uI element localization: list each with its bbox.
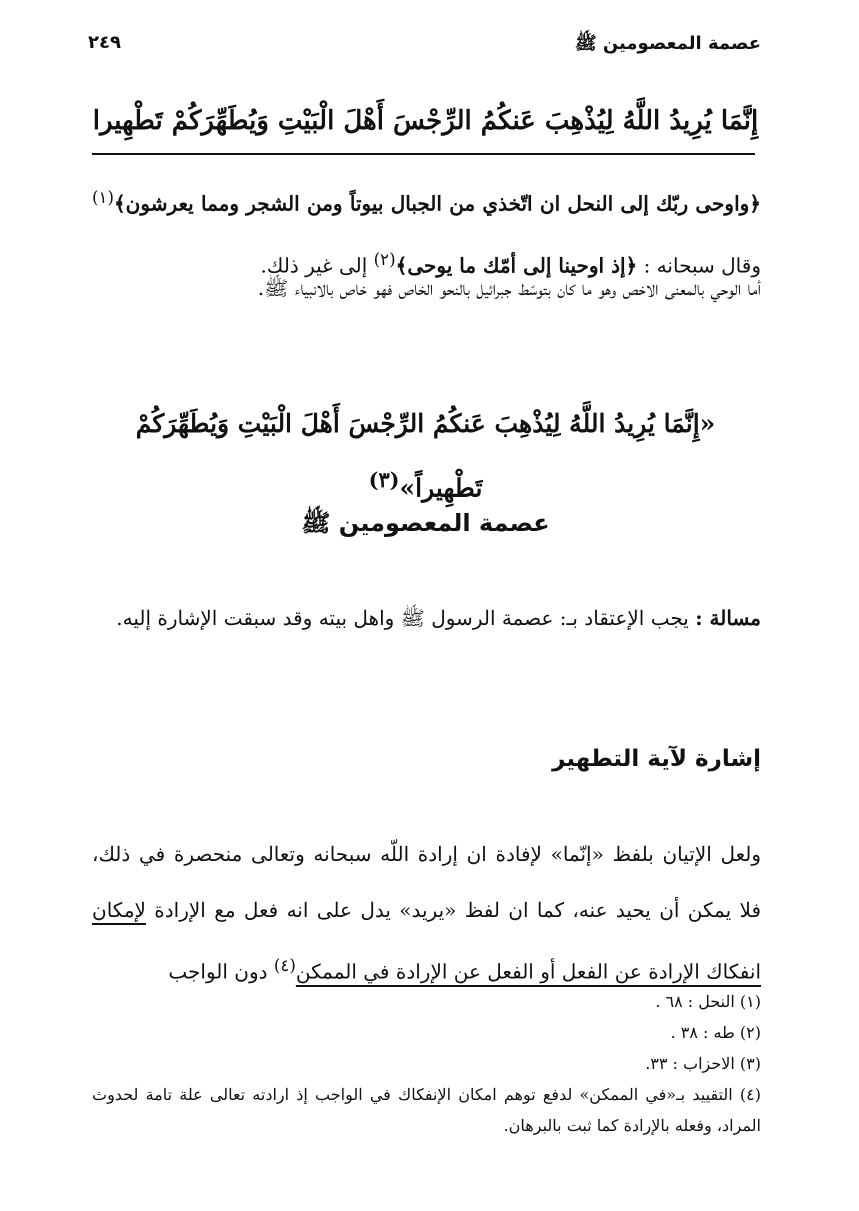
- footnote-ref-4: (٤): [273, 956, 296, 975]
- header-verse: إِنَّمَا يُرِيدُ اللَّهُ لِيُذْهِبَ عَنكُمُ الرِّجْسَ أَهْلَ الْبَيْتِ وَيُطَهِّرَكُمْ تَطْهِيرا: [92, 106, 759, 136]
- masala-text: يجب الإعتقاد بـ: عصمة الرسول ﷺ واهل بيته وقد سبقت الإشارة إليه.: [116, 606, 689, 630]
- paragraph-text: ولعل الإتيان بلفظ «إنّما» لإفادة ان إرادة اللّه سبحانه وتعالى منحصرة في ذلك، فلا يمكن أن يحيد عنه، كما ان لفظ «يريد» يدل على انه فعل مع الإرادة: [92, 842, 761, 922]
- footnote-ref-1: (١): [92, 188, 114, 207]
- masala-paragraph: [92, 590, 761, 646]
- paragraph-text: إلى غير ذلك.: [260, 253, 368, 278]
- paragraph-purification: [92, 826, 761, 1000]
- quran-quote-mother: ﴿إذ اوحينا إلى أمّك ما يوحى﴾: [395, 253, 638, 278]
- footnotes: [92, 986, 761, 1141]
- verse-text: «إِنَّمَا يُرِيدُ اللَّهُ لِيُذْهِبَ عَنكُمُ الرِّجْسَ أَهْلَ الْبَيْتِ وَيُطَهِّرَكُمْ تَطْهِيراً»: [135, 409, 716, 503]
- quran-quote-bees: ﴿واوحى ربّك إلى النحل ان اتّخذي من الجبال بيوتاً ومن الشجر ومما يعرشون﴾: [113, 191, 761, 216]
- footnote-ref-2: (٢): [373, 249, 396, 269]
- paragraph-text: وقال سبحانه :: [643, 253, 761, 278]
- running-header: [88, 32, 761, 66]
- running-title: عصمة المعصومين ﷺ: [574, 33, 761, 54]
- masala-label: مسالة :: [695, 606, 761, 630]
- footnote-4: (٤) التقييد بـ«في الممكن» لدفع توهم امكان الإنفكاك في الواجب إذ ارادته تعالى علة تامة لحدوث المراد، وفعله بالإرادة كما ثبت بالبرهان.: [92, 1085, 762, 1135]
- subheading: إشارة لآية التطهير: [552, 746, 761, 772]
- section-title: عصمة المعصومين ﷺ: [301, 509, 550, 537]
- footnote-ref-3: (٣): [368, 467, 400, 492]
- underlined-text: لإمكان انفكاك الإرادة عن الفعل أو الفعل عن الإرادة في الممكن: [92, 898, 761, 984]
- header-divider: [92, 153, 755, 155]
- paragraph-special-revelation: أما الوحي بالمعنى الاخص وهو ما كان بتوسّط جبرائيل بالنحو الخاص فهو خاص بالانبياء ﷺ.: [257, 276, 761, 300]
- page-number: ٢٤٩: [88, 32, 121, 53]
- footnote-3: (٣) الاحزاب : ٣٣.: [645, 1054, 761, 1073]
- paragraph-text: دون الواجب: [168, 959, 268, 984]
- footnote-1: (١) النحل : ٦٨ .: [655, 992, 761, 1011]
- footnote-2: (٢) طه : ٣٨ .: [670, 1023, 761, 1042]
